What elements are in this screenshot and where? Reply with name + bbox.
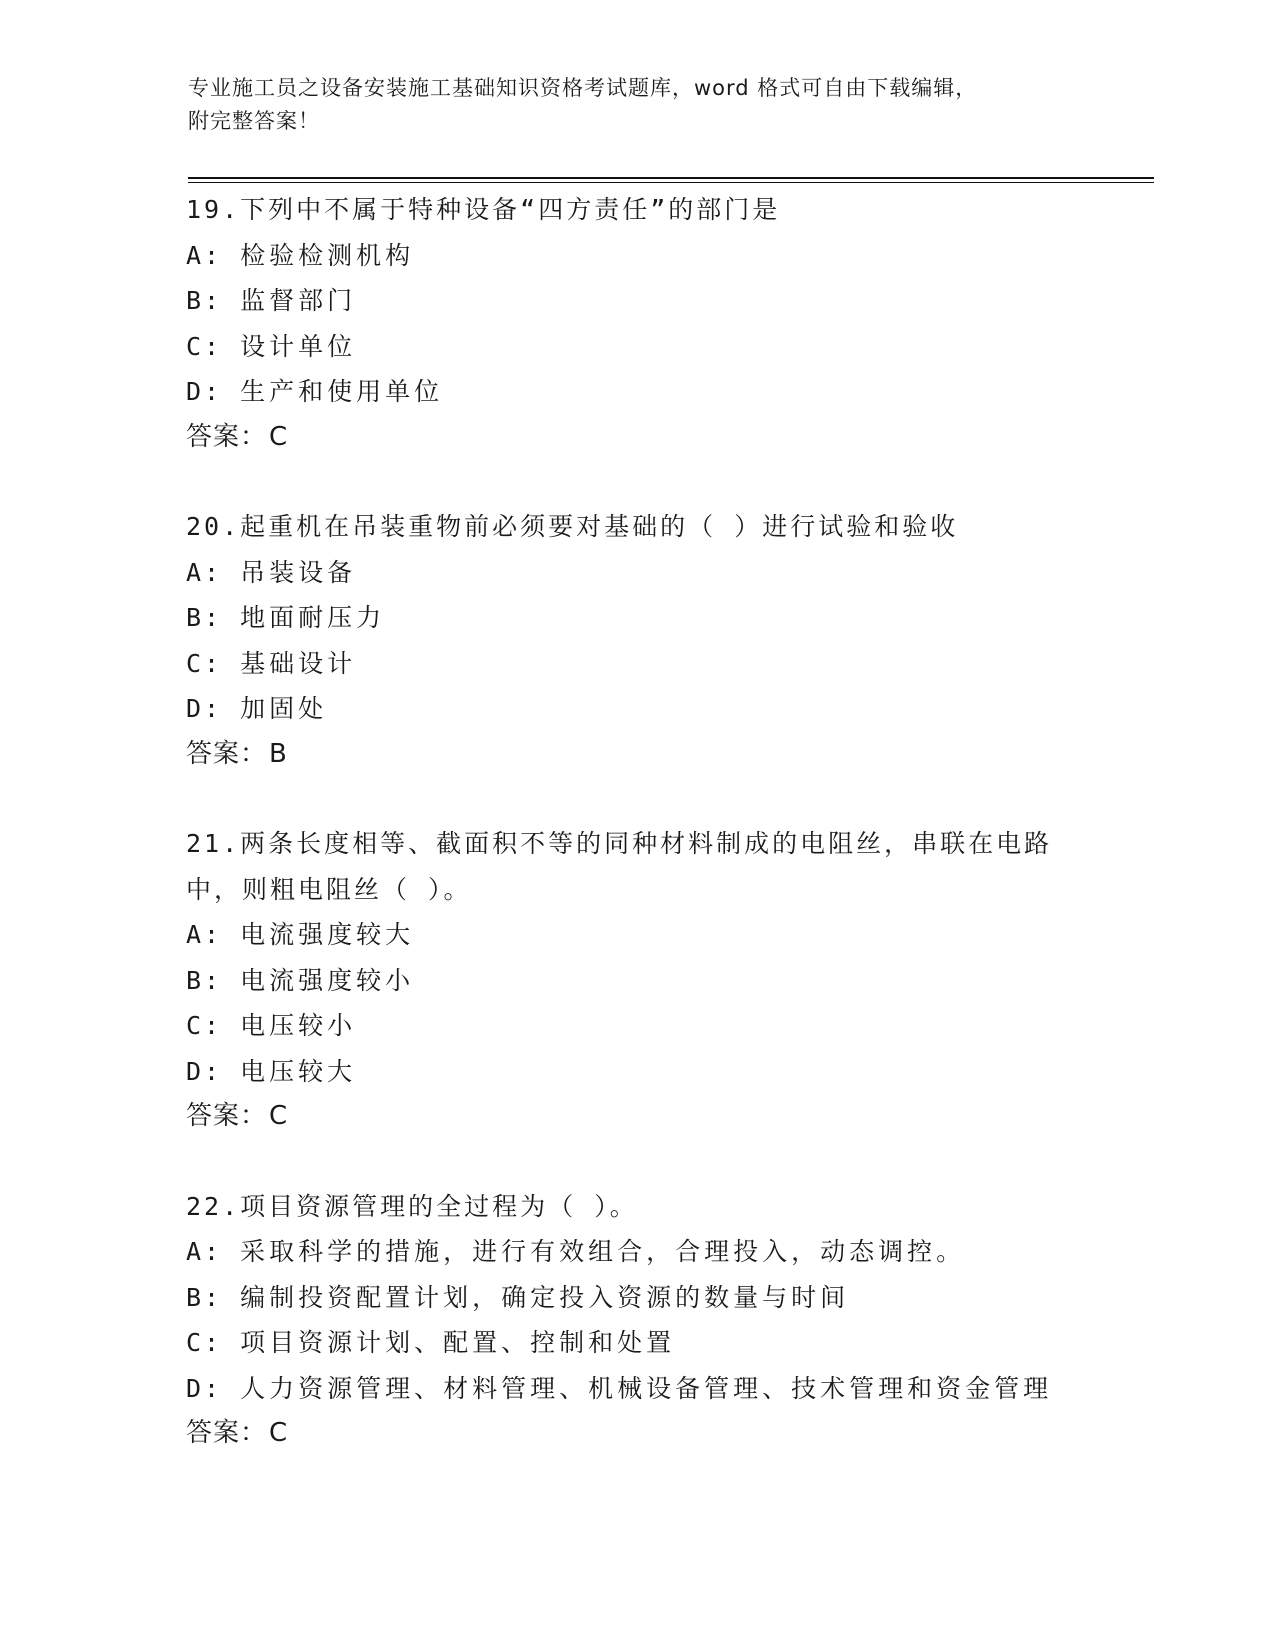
answer-line [186,732,1086,778]
option-key: D: [186,377,223,406]
option-key: A: [186,557,223,587]
option-text: 电流强度较小 [240,965,415,995]
answer-line [186,1094,1086,1140]
option-d [186,369,1086,415]
option-d [186,686,1086,732]
option-key: C: [186,1328,223,1357]
option-c [186,1320,1086,1366]
option-a [186,233,1086,279]
header-line-1: 专业施工员之设备安装施工基础知识资格考试题库，word 格式可自由下载编辑， [188,76,978,100]
header-line-2: 附完整答案！ [188,109,320,133]
option-text: 电压较大 [240,1056,357,1086]
option-text: 采取科学的措施，进行有效组合，合理投入，动态调控。 [240,1237,966,1266]
document-header [188,72,1068,138]
question-22 [186,1184,1086,1457]
option-b [186,1275,1086,1321]
option-text: 监督部门 [240,286,357,315]
option-b [186,278,1086,324]
option-key: B: [186,1282,223,1312]
option-text: 吊装设备 [240,557,357,587]
option-c [186,1003,1086,1049]
option-c [186,324,1086,370]
option-key: D: [186,1056,223,1086]
option-text: 人力资源管理、材料管理、机械设备管理、技术管理和资金管理 [240,1373,1053,1403]
option-key: B: [186,603,223,632]
option-text: 加固处 [240,694,328,723]
answer-value: C [269,421,289,452]
answer-label: 答案： [186,421,268,452]
option-a [186,912,1086,958]
option-key: D: [186,694,223,723]
option-text: 电流强度较大 [240,920,415,949]
question-19 [186,187,1086,460]
option-a [186,550,1086,596]
question-20 [186,504,1086,777]
option-a [186,1229,1086,1275]
answer-label: 答案： [186,1418,268,1448]
option-b [186,595,1086,641]
option-c [186,641,1086,687]
question-title: 19.下列中不属于特种设备“四方责任”的部门是 [186,195,781,224]
question-title: 21.两条长度相等、截面积不等的同种材料制成的电阻丝，串联在电路中，则粗电阻丝（ ）。 [186,829,1053,904]
option-text: 地面耐压力 [240,603,386,632]
option-key: A: [186,240,223,270]
answer-line [186,1411,1086,1457]
question-title: 20.起重机在吊装重物前必须要对基础的（ ）进行试验和验收 [186,512,959,541]
option-text: 检验检测机构 [240,240,415,270]
option-text: 生产和使用单位 [240,377,444,406]
option-key: A: [186,1237,223,1266]
answer-line [186,415,1086,461]
answer-value: B [269,738,288,769]
option-text: 设计单位 [240,331,357,361]
option-b [186,958,1086,1004]
option-text: 编制投资配置计划，确定投入资源的数量与时间 [240,1282,850,1312]
option-d [186,1366,1086,1412]
option-key: C: [186,1011,223,1040]
option-text: 项目资源计划、配置、控制和处置 [240,1328,676,1357]
question-list [186,187,1086,1457]
option-key: B: [186,286,223,315]
option-key: A: [186,920,223,949]
option-text: 电压较小 [240,1011,357,1040]
answer-label: 答案： [186,1101,268,1131]
answer-value: C [269,1418,289,1448]
option-key: D: [186,1373,223,1403]
option-text: 基础设计 [240,648,357,678]
option-key: C: [186,331,223,361]
option-key: C: [186,648,223,678]
header-divider [188,177,1154,183]
option-d [186,1049,1086,1095]
question-title: 22.项目资源管理的全过程为（ ）。 [186,1191,638,1221]
question-21 [186,821,1086,1140]
answer-label: 答案： [186,738,268,769]
answer-value: C [269,1101,289,1131]
option-key: B: [186,965,223,995]
